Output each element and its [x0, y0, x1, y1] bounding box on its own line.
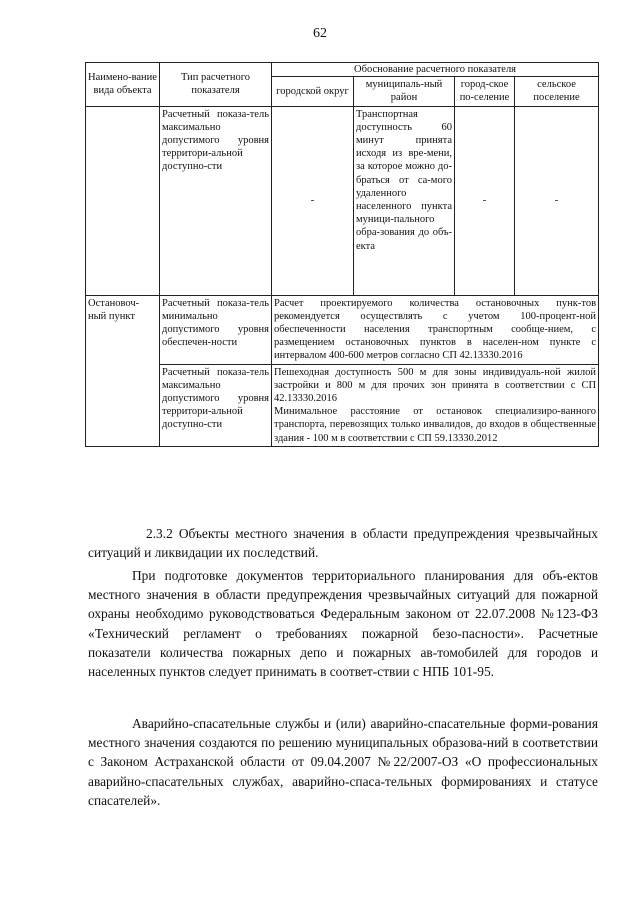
row1-municipal-district: Транспортная доступность 60 минут принята исходя из вре-мени, за которое можно до-браться от са-мого удаленного населенного пункта муници-пального обра-зования до объ-екта	[354, 106, 455, 295]
header-urban-settlement: город-ское по-селение	[455, 77, 515, 106]
section-heading-text: 2.3.2 Объекты местного значения в области предупреждения чрезвычайных ситуаций и ликвидации их последствий.	[88, 526, 598, 561]
row3-justification-pedestrian: Пешеходная доступность 500 м для зоны индивидуаль-ной жилой застройки и 800 м для прочих зон принята в соответствии с СП 42.13330.2016	[274, 366, 597, 405]
row2-object-name: Остановоч-ный пункт	[86, 295, 160, 446]
row3-justification-disabled: Минимальное расстояние от остановок специализиро-ванного транспорта, перевозящих только инвалидов, до входов в общественные здания - 100 м в соответствии с СП 59.13330.2012	[274, 406, 597, 444]
row1-object-name	[86, 106, 160, 295]
row3-justification	[272, 364, 599, 446]
page-number: 62	[313, 26, 327, 41]
row2-indicator-type: Расчетный показа-тель минимально допустимого уровня обеспечен-ности	[160, 295, 272, 364]
table-row	[86, 295, 599, 364]
table-header-row	[86, 63, 599, 77]
row1-city-district: -	[272, 106, 354, 295]
header-municipal-district: муниципаль-ный район	[354, 77, 455, 106]
header-indicator-type: Тип расчетного показателя	[160, 63, 272, 107]
row2-justification: Расчет проектируемого количества остановочных пунк-тов рекомендуется осуществлять с учетом 100-процент-ной обеспеченности населения транспортным сообще-нием, с размещением остановочных пунктов в населен-ном пункте с интервалом 400-600 метров согласно СП 42.13330.2016	[272, 295, 599, 364]
table-row	[86, 364, 599, 446]
row3-indicator-type: Расчетный показа-тель максимально допустимого уровня территори-альной доступно-сти	[160, 364, 272, 446]
header-object-name: Наимено-вание вида объекта	[86, 63, 160, 107]
header-justification: Обоснование расчетного показателя	[272, 63, 599, 77]
row1-indicator-type: Расчетный показа-тель максимально допустимого уровня территори-альной доступно-сти	[160, 106, 272, 295]
paragraph-rescue-services: Аварийно-спасательные службы и (или) аварийно-спасательные форми-рования местного значения создаются по решению муниципальных образова-ний в соответствии с Законом Астраханской области от 09.04.2007 №22/2007-ОЗ «О профессиональных аварийно-спасательных службах, аварийно-спаса-тельных формированиях и статусе спасателей».	[88, 716, 598, 808]
row1-urban-settlement: -	[455, 106, 515, 295]
table-row	[86, 106, 599, 295]
section-heading	[88, 524, 598, 562]
row1-rural-settlement: -	[515, 106, 599, 295]
standards-table	[85, 62, 599, 447]
header-rural-settlement: сельское поселение	[515, 77, 599, 106]
paragraph-fire-safety: При подготовке документов территориального планирования для объ-ектов местного значения в области предупреждения чрезвычайных ситуаций для пожарной охраны необходимо руководствоваться Федеральным законом от 22.07.2008 №123-ФЗ «Технический регламент о требованиях пожарной безо-пасности». Расчетные показатели количества пожарных депо и пожарных ав-томобилей для городов и населенных пунктов следует принимать в соответ-ствии с НПБ 101-95.	[88, 568, 598, 680]
header-city-district: городской округ	[272, 77, 354, 106]
